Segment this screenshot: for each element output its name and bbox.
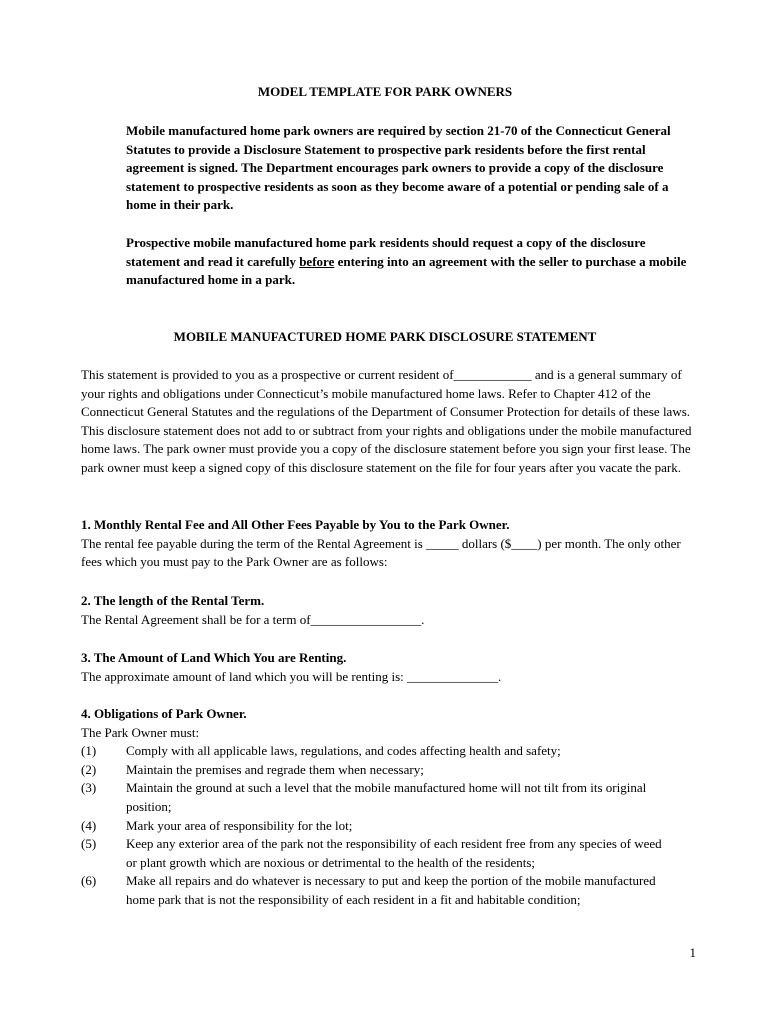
section-rental-fee [81, 516, 693, 572]
intro-underlined-word: before [299, 253, 335, 269]
intro-paragraph-2-start: Prospective mobile manufactured home park residents should request a copy of the disclosure statement and read it carefully [126, 235, 646, 269]
list-item [81, 761, 693, 780]
list-item [81, 835, 693, 872]
section-body: The rental fee payable during the term of the Rental Agreement is _____ dollars ($____) per month. The only other fees which you must pay to the Park Owner are as follows: [81, 535, 681, 570]
section-heading: 4. Obligations of Park Owner. [81, 706, 247, 721]
document-title: MODEL TEMPLATE FOR PARK OWNERS [257, 84, 513, 99]
list-item-number: (5) [81, 836, 97, 852]
intro-paragraph-2 [126, 234, 701, 290]
section-land-amount [81, 649, 693, 686]
list-item-text: Maintain the premises and regrade them when necessary; [126, 761, 424, 777]
statement-heading: MOBILE MANUFACTURED HOME PARK DISCLOSURE STATEMENT [173, 329, 597, 344]
page-number: 1 [689, 945, 696, 960]
list-item-number: (6) [81, 873, 97, 889]
intro-paragraph-2-end: entering into an agreement with the seller to purchase a mobile manufactured home in a park. [126, 253, 687, 288]
list-item-number: (3) [81, 780, 97, 796]
list-item-text: Comply with all applicable laws, regulations, and codes affecting health and safety; [126, 743, 561, 759]
list-item-text: Make all repairs and do whatever is necessary to put and keep the portion of the mobile manufactured home park that is not the responsibility of each resident in a fit and habitable condition; [126, 873, 656, 907]
section-rental-term [81, 592, 693, 629]
list-item-number: (4) [81, 817, 97, 833]
list-item-number: (2) [81, 761, 97, 777]
intro-paragraph-1: Mobile manufactured home park owners are required by section 21-70 of the Connecticut General Statutes to provide a Disclosure Statement to prospective park residents before the first rental agreement is signed. The Department encourages park owners to provide a copy of the disclosure statement to prospective residents as soon as they become aware of a potential or pending sale of a home in their park. [126, 123, 671, 213]
section-body: The approximate amount of land which you will be renting is: ______________. [81, 668, 502, 684]
section-body: The Park Owner must: [81, 724, 200, 740]
obligations-list [81, 742, 693, 909]
list-item-text: Mark your area of responsibility for the lot; [126, 817, 353, 833]
section-heading: 1. Monthly Rental Fee and All Other Fees Payable by You to the Park Owner. [81, 517, 510, 532]
list-item [81, 817, 693, 836]
section-heading: 2. The length of the Rental Term. [81, 593, 265, 608]
section-body: The Rental Agreement shall be for a term of_________________. [81, 611, 425, 627]
list-item [81, 779, 693, 816]
section-owner-obligations [81, 705, 693, 910]
section-heading: 3. The Amount of Land Which You are Renting. [81, 650, 347, 665]
list-item-text: Maintain the ground at such a level that the mobile manufactured home will not tilt from its original position; [126, 780, 647, 814]
statement-paragraph: This statement is provided to you as a prospective or current resident of____________ and is a general summary of your rights and obligations under Connecticut’s mobile manufactured home laws. Refer to Chapter 412 of the Connecticut General Statutes and the regulations of the Department of Consumer Protection for details of these laws. This disclosure statement does not add to or subtract from your rights and obligations under the mobile manufactured home laws. The park owner must provide you a copy of the disclosure statement before you sign your first lease. The park owner must keep a signed copy of this disclosure statement on the file for four years after you vacate the park. [81, 367, 692, 475]
list-item [81, 872, 693, 909]
list-item-text: Keep any exterior area of the park not the responsibility of each resident free from any species of weed or plant growth which are noxious or detrimental to the health of the residents; [126, 836, 662, 870]
list-item [81, 742, 693, 761]
list-item-number: (1) [81, 743, 97, 759]
